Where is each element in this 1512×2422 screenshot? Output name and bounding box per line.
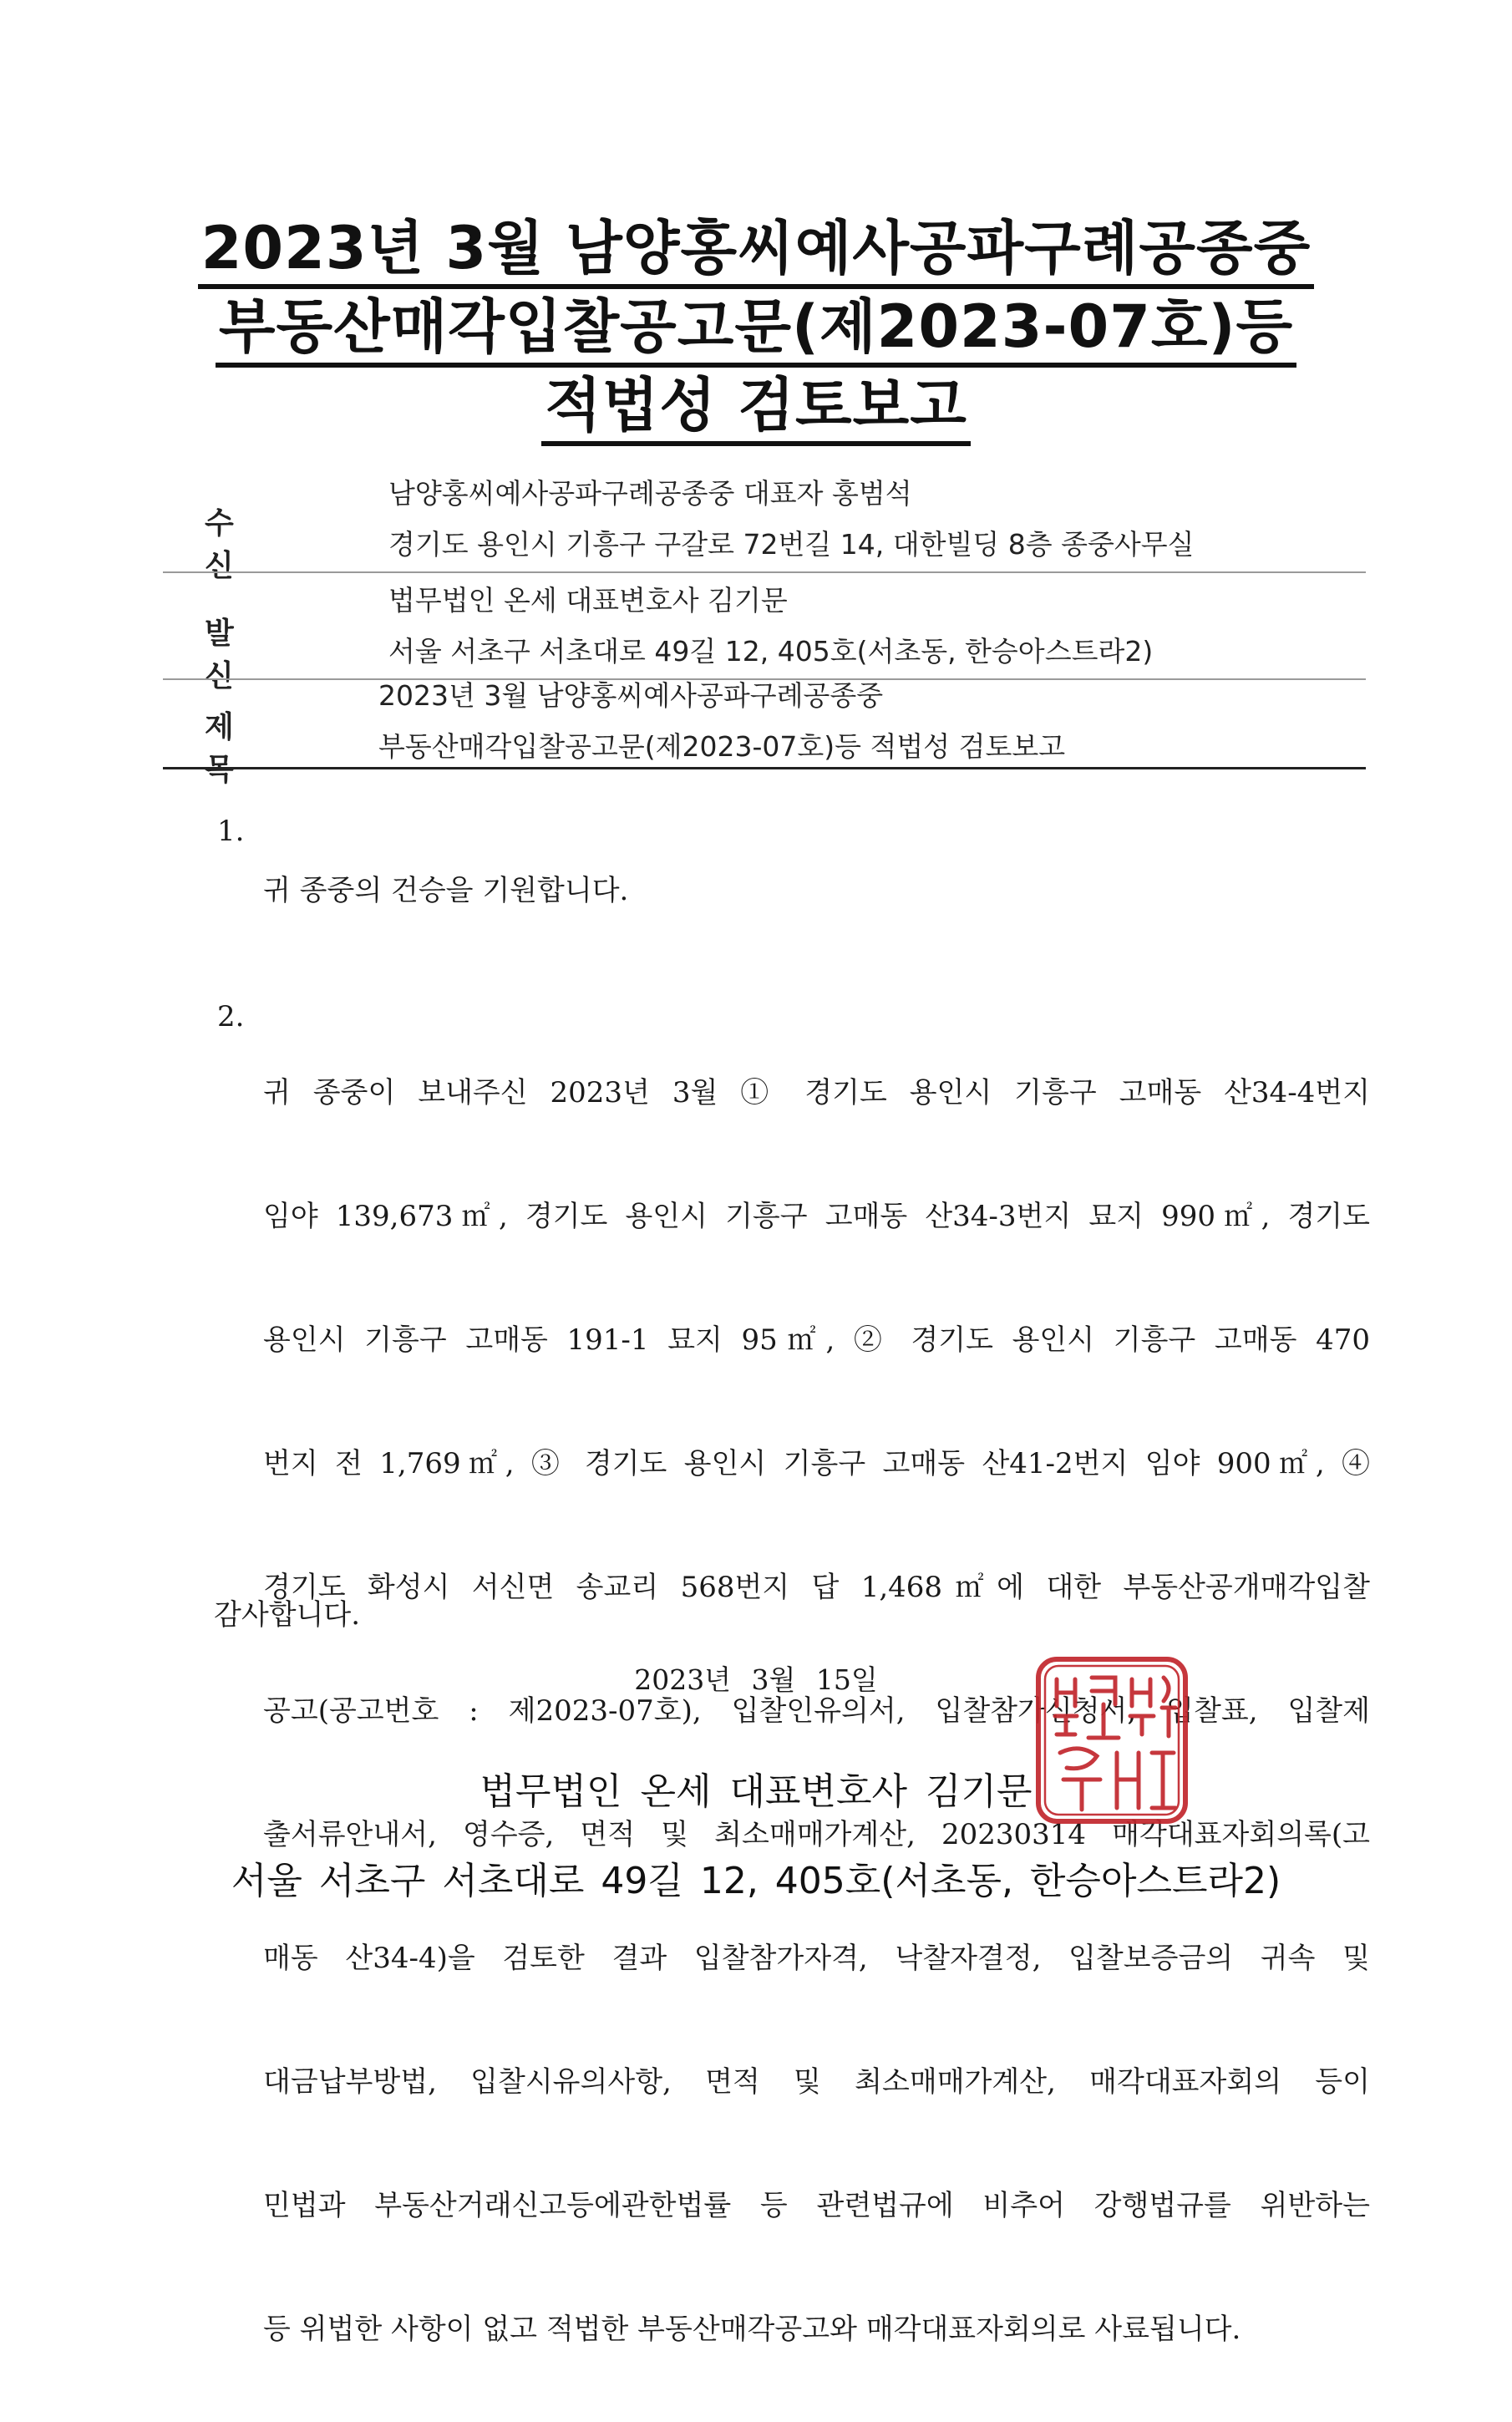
paragraph-line: 귀 종중이 보내주신 2023년 3월 ① 경기도 용인시 기흥구 고매동 산34-4번지	[263, 1076, 1370, 1109]
recipient-line: 경기도 용인시 기흥구 구갈로 72번길 14, 대한빌딩 8층 종중사무실	[388, 528, 1195, 561]
paragraph-number: 2.	[217, 1000, 245, 1033]
document-title	[0, 209, 1512, 444]
paragraph-line: 경기도 화성시 서신면 송교리 568번지 답 1,468㎡에 대한 부동산공개매각입찰	[263, 1571, 1370, 1604]
paragraph-number: 1.	[217, 815, 245, 848]
official-seal-stamp	[1033, 1654, 1190, 1826]
recipient-row	[163, 468, 1366, 583]
paragraph-line: 등 위법한 사항이 없고 적법한 부동산매각공고와 매각대표자회의로 사료됩니다.	[263, 2313, 1241, 2346]
paragraph-line: 대금납부방법, 입찰시유의사항, 면적 및 최소매매가계산, 매각대표자회의 등이	[263, 2065, 1370, 2099]
recipient-line: 남양홍씨예사공파구례공종중 대표자 홍범석	[388, 477, 912, 510]
subject-values	[378, 670, 1356, 772]
header-bottom-rule	[163, 767, 1366, 769]
sender-label: 발신	[205, 617, 262, 693]
paragraph-line: 용인시 기흥구 고매동 191-1 묘지 95㎡, ② 경기도 용인시 기흥구 고매동 470	[263, 1323, 1370, 1357]
paragraph-line: 출서류안내서, 영수증, 면적 및 최소매매가계산, 20230314 매각대표자회의록(고	[263, 1818, 1370, 1851]
sender-line: 서울 서초구 서초대로 49길 12, 405호(서초동, 한승아스트라2)	[388, 635, 1154, 668]
title-line-3: 적법성 검토보고	[0, 366, 1512, 444]
title-line-1: 2023년 3월 남양홍씨예사공파구례공종중	[0, 209, 1512, 287]
paragraph-text	[263, 815, 1370, 967]
title-line-2: 부동산매각입찰공고문(제2023-07호)등	[0, 287, 1512, 366]
paragraph-line: 공고(공고번호 : 제2023-07호), 입찰인유의서, 입찰참가신청서, 입찰표, 입찰제	[263, 1694, 1370, 1728]
document-body	[217, 815, 1370, 2422]
paragraph-text	[263, 1000, 1370, 2422]
subject-line: 2023년 3월 남양홍씨예사공파구례공종중	[378, 679, 884, 712]
paragraph-line: 번지 전 1,769㎡, ③ 경기도 용인시 기흥구 고매동 산41-2번지 임야 900㎡, ④	[263, 1447, 1370, 1480]
signature-address: 서울 서초구 서초대로 49길 12, 405호(서초동, 한승아스트라2)	[231, 1860, 1281, 1902]
signature-firm: 법무법인 온세 대표변호사 김기문	[479, 1770, 1033, 1813]
paragraph-1	[217, 815, 1370, 967]
header-divider	[163, 571, 1366, 573]
header-table	[163, 468, 1366, 787]
recipient-label: 수신	[205, 506, 262, 583]
closing-text: 감사합니다.	[214, 1598, 361, 1632]
paragraph-line: 귀 종중의 건승을 기원합니다.	[263, 874, 629, 907]
paragraph-2	[217, 1000, 1370, 2422]
subject-row	[163, 679, 1366, 787]
sender-values	[388, 575, 1366, 677]
sender-row	[163, 575, 1366, 693]
recipient-values	[388, 468, 1366, 570]
paragraph-line: 민법과 부동산거래신고등에관한법률 등 관련법규에 비추어 강행법규를 위반하는	[263, 2189, 1370, 2222]
sender-line: 법무법인 온세 대표변호사 김기문	[388, 584, 788, 617]
paragraph-line: 매동 산34-4)을 검토한 결과 입찰참가자격, 낙찰자결정, 입찰보증금의 귀속 및	[263, 1942, 1370, 1975]
seal-icon	[1033, 1654, 1190, 1826]
subject-label: 제목	[205, 710, 262, 787]
document-date: 2023년 3월 15일	[634, 1663, 878, 1696]
paragraph-line: 임야 139,673㎡, 경기도 용인시 기흥구 고매동 산34-3번지 묘지 990㎡, 경기도	[263, 1200, 1370, 1233]
subject-line: 부동산매각입찰공고문(제2023-07호)등 적법성 검토보고	[378, 730, 1066, 763]
